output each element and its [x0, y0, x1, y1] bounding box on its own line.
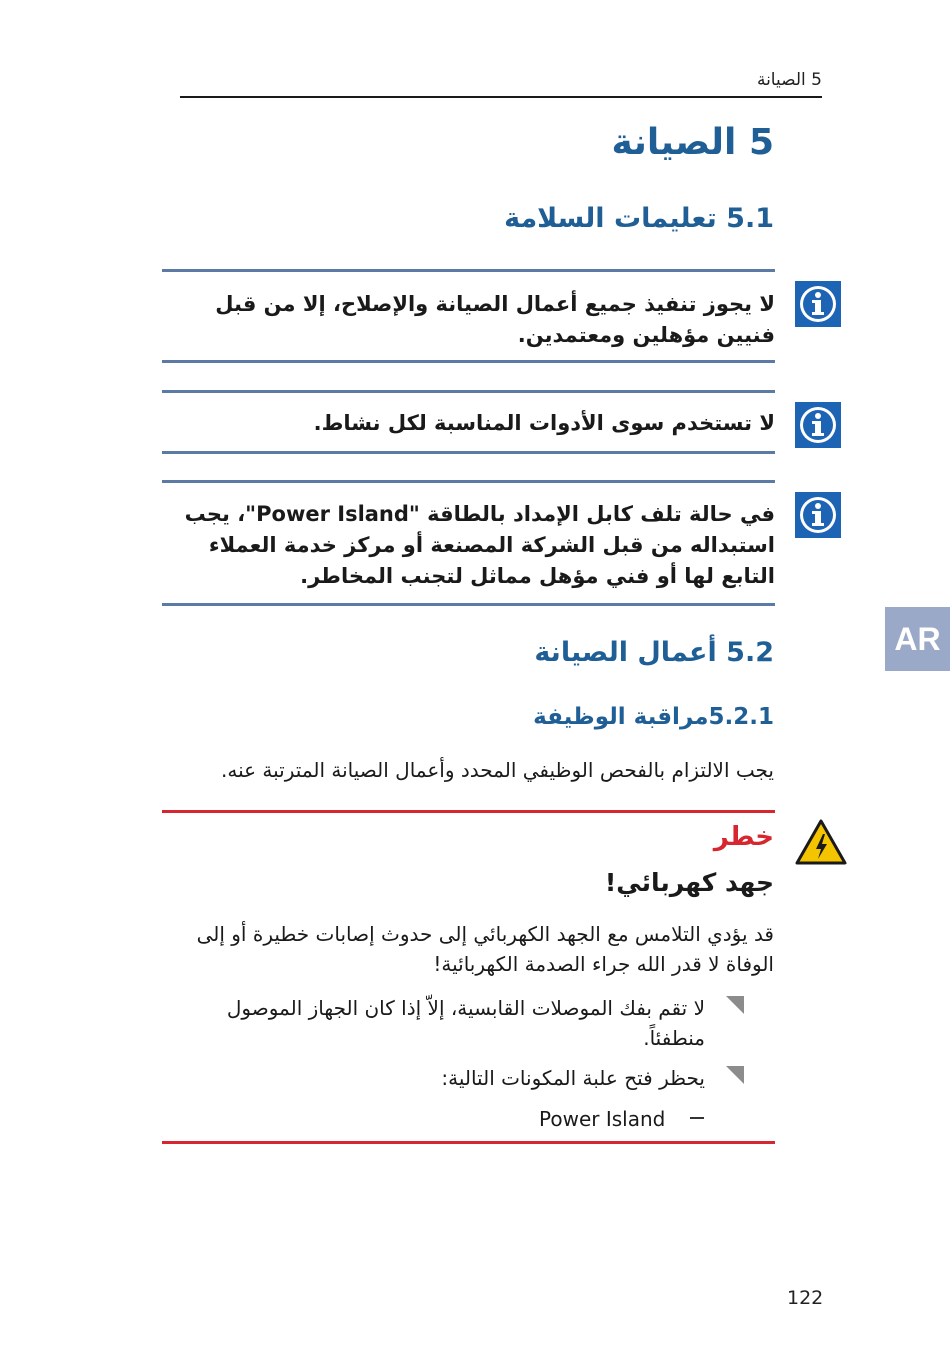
header-rule: [180, 96, 822, 98]
safety-note-1: [162, 269, 775, 363]
danger-bottom-rule: [162, 1141, 775, 1144]
danger-measure-2: يحظر فتح علبة المكونات التالية:: [441, 1066, 705, 1090]
safety-note-3: [162, 480, 775, 606]
safety-note-2-text: لا تستخدم سوى الأدوات المناسبة لكل نشاط.: [313, 411, 775, 435]
high-voltage-warning-icon: [794, 818, 848, 870]
section-5-1-title: 5.1 تعليمات السلامة: [504, 203, 774, 234]
safety-note-2: [162, 390, 775, 454]
info-icon: [795, 492, 841, 538]
language-tab[interactable]: AR: [885, 607, 950, 671]
danger-hazard: جهد كهربائي!: [604, 868, 774, 897]
subsection-body: يجب الالتزام بالفحص الوظيفي المحدد وأعمال الصيانة المترتبة عنه.: [221, 758, 774, 782]
safety-note-1-text: لا يجوز تنفيذ جميع أعمال الصيانة والإصلاح، إلا من قبل فنيين مؤهلين ومعتمدين.: [215, 292, 775, 347]
running-header: 5 الصيانة: [756, 70, 822, 90]
subsection-5-2-1-title: 5.2.1مراقبة الوظيفة: [533, 704, 774, 730]
danger-measure-1: لا تقم بفك الموصلات القابسية، إلاّ إذا كان الجهاز الموصول منطفئاً.: [226, 996, 705, 1050]
page-number: 122: [787, 1287, 824, 1309]
safety-note-3-text: في حالة تلف كابل الإمداد بالطاقة "Power Island"، يجب استبداله من قبل الشركة المصنعة أو مركز خدمة العملاء التابع لها أو فني مؤهل مماثل لتجنب المخاطر.: [184, 502, 775, 588]
danger-consequence: قد يؤدي التلامس مع الجهد الكهربائي إلى حدوث إصابات خطيرة أو إلى الوفاة لا قدر الله جراء الصدمة الكهربائية!: [196, 922, 774, 976]
bullet-arrow-icon: [726, 1066, 744, 1084]
danger-top-rule: [162, 810, 775, 813]
info-icon: [795, 281, 841, 327]
danger-signal-word: خطر: [713, 822, 774, 852]
section-5-2-title: 5.2 أعمال الصيانة: [534, 637, 774, 668]
bullet-arrow-icon: [726, 996, 744, 1014]
chapter-title: 5 الصيانة: [611, 122, 774, 163]
dash-bullet-icon: [690, 1117, 704, 1119]
danger-sub-item: Power Island: [539, 1107, 666, 1131]
info-icon: [795, 402, 841, 448]
